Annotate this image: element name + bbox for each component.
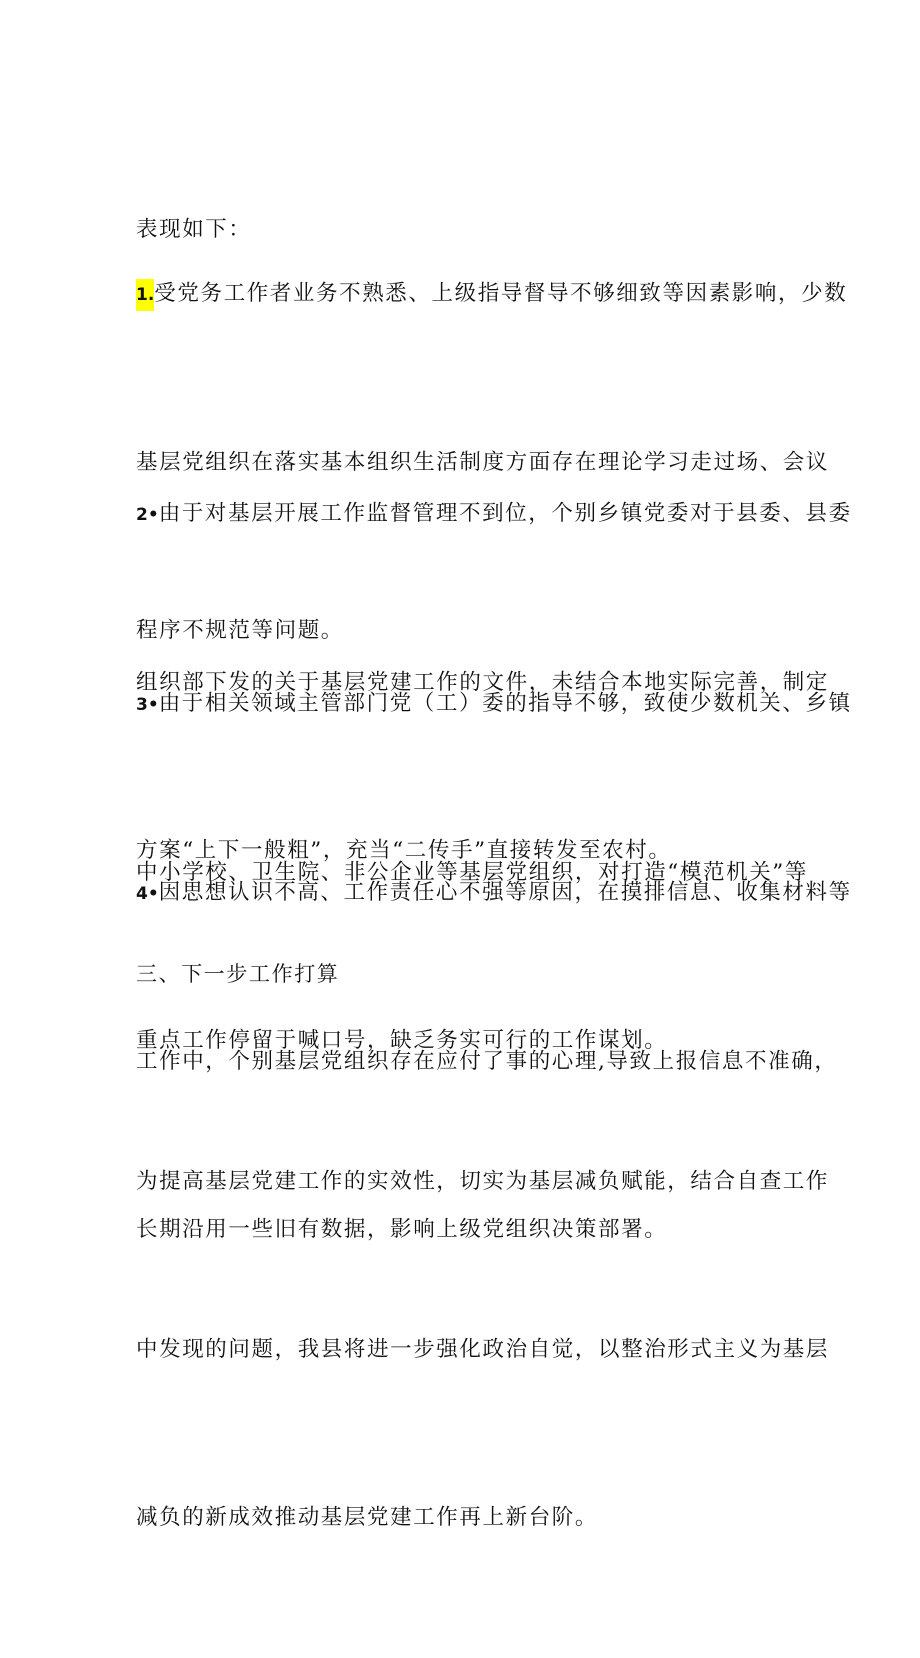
item-text: 由于相关领域主管部门党（工）委的指导不够，致使少数机关、乡镇 — [158, 691, 852, 716]
item-text: 受党务工作者业务不熟悉、上级指导督导不够细致等因素影响，少数 — [154, 281, 848, 306]
closing-line: 为提高基层党建工作的实效性，切实为基层减负赋能，结合自查工作 — [136, 1169, 830, 1194]
item-line — [136, 865, 852, 922]
closing-paragraph — [136, 1042, 830, 1658]
item-line: 基层党组织在落实基本组织生活制度方面存在理论学习走过场、会议 — [136, 450, 830, 475]
item-line: 长期沿用一些旧有数据，影响上级党组织决策部署。 — [136, 1217, 668, 1242]
item-line: 组织部下发的关于基层党建工作的文件，未结合本地实际完善，制定 — [136, 670, 830, 695]
item-text: 因思想认识不高、工作责任心不强等原因，在摸排信息、收集材料等 — [158, 880, 852, 905]
item-line — [136, 486, 852, 543]
section-heading: 三、下一步工作打算 — [136, 962, 340, 986]
item-line: 工作中，个别基层党组织存在应付了事的心理,导致上报信息不准确， — [136, 1049, 838, 1074]
item-line: 重点工作停留于喊口号，缺乏务实可行的工作谋划。 — [136, 1028, 668, 1053]
item-number: 4• — [136, 884, 159, 904]
item-text: 由于对基层开展工作监督管理不到位，个别乡镇党委对于县委、县委 — [158, 501, 852, 526]
intro-line: 表现如下： — [136, 217, 252, 242]
item-line — [136, 266, 848, 323]
item-number: 3• — [136, 695, 159, 715]
item-number: 1. — [136, 279, 154, 311]
item-line: 方案“上下一般粗”，充当“二传手”直接转发至农村。 — [136, 838, 672, 863]
item-number: 2• — [136, 505, 159, 525]
closing-line: 减负的新成效推动基层党建工作再上新台阶。 — [136, 1505, 599, 1530]
item-line — [136, 676, 852, 733]
item-line: 程序不规范等问题。 — [136, 618, 344, 643]
closing-line: 中发现的问题，我县将进一步强化政治自觉，以整治形式主义为基层 — [136, 1337, 830, 1362]
item-line: 中小学校、卫生院、非公企业等基层党组织，对打造“模范机关”等 — [136, 860, 808, 885]
